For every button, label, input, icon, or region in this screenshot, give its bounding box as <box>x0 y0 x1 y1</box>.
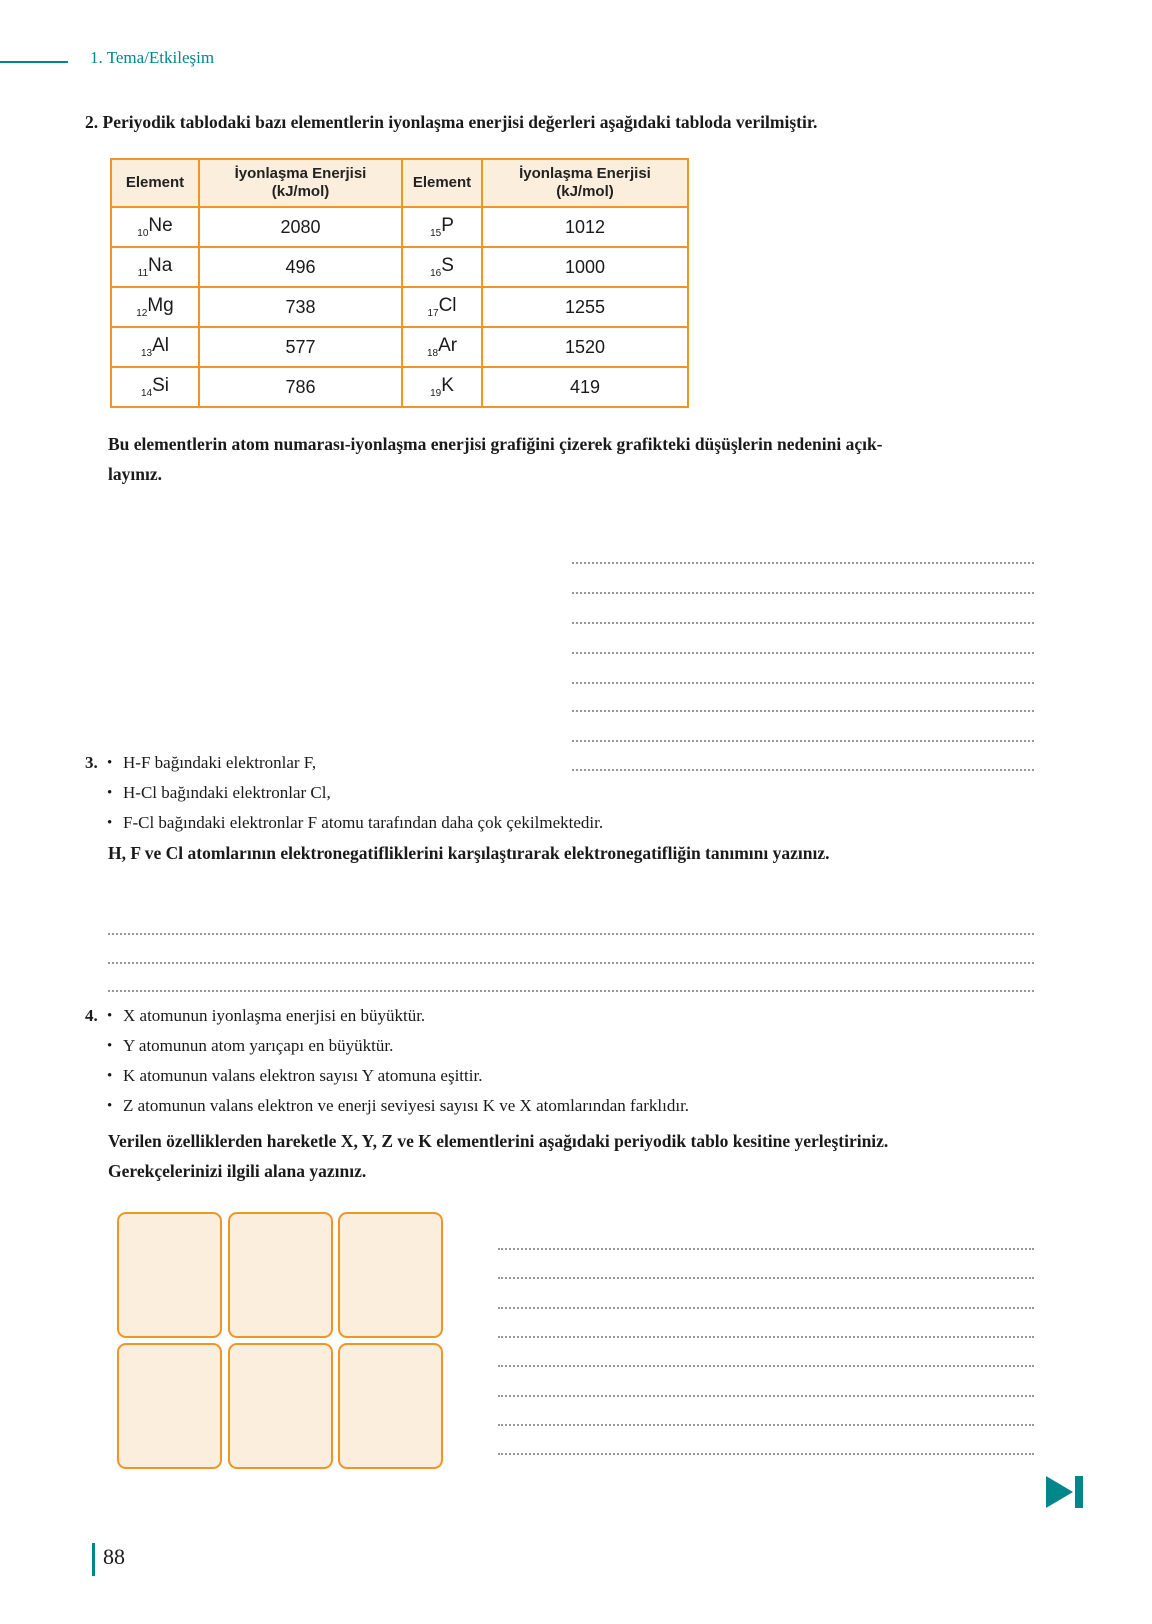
element-symbol: Ar <box>438 335 458 356</box>
answer-line <box>498 1307 1034 1309</box>
bullet-icon: • <box>107 785 113 801</box>
atomic-number: 14 <box>140 388 153 399</box>
page-number-bar <box>92 1543 95 1576</box>
periodic-cell <box>228 1343 333 1469</box>
ie-value-cell: 1012 <box>482 207 688 247</box>
bullet-icon: • <box>107 755 113 771</box>
element-cell <box>402 287 482 327</box>
ie-value-cell: 786 <box>199 367 402 407</box>
answer-line <box>498 1424 1034 1426</box>
bullet-text: F-Cl bağındaki elektronlar F atomu tarafından daha çok çekilmektedir. <box>123 813 604 832</box>
bullet-icon: • <box>107 1038 113 1054</box>
question-3-bullet-3 <box>107 813 603 833</box>
ie-value-cell: 2080 <box>199 207 402 247</box>
element-symbol: P <box>441 215 454 236</box>
atomic-number: 17 <box>427 308 439 319</box>
question-number-text: 4. <box>85 1006 98 1025</box>
question-2-instruction-line2: layınız. <box>108 464 162 484</box>
atomic-number: 11 <box>137 268 149 279</box>
question-2-instruction-line1: Bu elementlerin atom numarası-iyonlaşma enerjisi grafiğini çizerek grafikteki düşüşlerin nedenini açık- <box>108 434 883 454</box>
element-symbol: Na <box>148 255 173 276</box>
table-row <box>111 287 688 327</box>
element-cell <box>111 367 199 407</box>
question-4-number <box>85 1006 98 1026</box>
section-header: 1. Tema/Etkileşim <box>90 48 215 67</box>
element-cell <box>402 247 482 287</box>
table-header-row <box>111 159 688 207</box>
answer-line <box>572 740 1034 742</box>
question-3-number <box>85 753 98 773</box>
ie-value-cell: 1255 <box>482 287 688 327</box>
question-4-bullet-1 <box>107 1006 425 1026</box>
answer-line <box>572 562 1034 564</box>
question-2-prompt <box>85 112 1065 133</box>
column-header-unit: (kJ/mol) <box>271 183 330 200</box>
ie-value-cell: 577 <box>199 327 402 367</box>
answer-line <box>498 1365 1034 1367</box>
question-3-bullet-2 <box>107 783 331 803</box>
atomic-number: 12 <box>136 308 148 319</box>
periodic-cell <box>338 1343 443 1469</box>
atomic-number: 10 <box>137 228 149 239</box>
element-cell <box>111 327 199 367</box>
answer-line <box>498 1248 1034 1250</box>
answer-line <box>498 1336 1034 1338</box>
ie-value-cell: 1520 <box>482 327 688 367</box>
bullet-text: Z atomunun valans elektron ve enerji seviyesi sayısı K ve X atomlarından farklıdır. <box>123 1096 690 1115</box>
element-cell <box>402 207 482 247</box>
question-4-instruction-line1: Verilen özelliklerden hareketle X, Y, Z ve K elementlerini aşağıdaki periyodik tablo kesitine yerleştiriniz. <box>108 1131 889 1151</box>
next-page-icon <box>1046 1476 1086 1508</box>
page-number: 88 <box>103 1544 125 1569</box>
bullet-icon: • <box>107 1008 113 1024</box>
table-row <box>111 247 688 287</box>
element-symbol: Ne <box>148 215 173 236</box>
question-4-bullet-2 <box>107 1036 393 1056</box>
question-3-instruction: H, F ve Cl atomlarının elektronegatifliklerini karşılaştırarak elektronegatifliğin tanımını yazınız. <box>108 843 830 863</box>
ie-value-cell: 496 <box>199 247 402 287</box>
element-symbol: Si <box>152 375 170 396</box>
bullet-icon: • <box>107 815 113 831</box>
column-header-ie-2 <box>482 159 688 207</box>
ionization-energy-table <box>110 158 689 408</box>
answer-line <box>108 990 1034 992</box>
table-row <box>111 367 688 407</box>
periodic-cell <box>117 1212 222 1338</box>
column-header-label: İyonlaşma Enerjisi <box>519 165 651 182</box>
element-symbol: Cl <box>438 295 457 316</box>
element-symbol: S <box>441 255 454 276</box>
element-cell <box>402 367 482 407</box>
question-4-bullet-4 <box>107 1096 689 1116</box>
column-header-element-1 <box>111 159 199 207</box>
column-header-label: İyonlaşma Enerjisi <box>234 165 367 182</box>
bullet-icon: • <box>107 1098 113 1114</box>
column-header-element-2 <box>402 159 482 207</box>
question-2-text: Periyodik tablodaki bazı elementlerin iyonlaşma enerjisi değerleri aşağıdaki tabloda verilmiştir. <box>102 112 818 132</box>
answer-line <box>498 1277 1034 1279</box>
answer-line <box>572 592 1034 594</box>
periodic-cell <box>117 1343 222 1469</box>
atomic-number: 16 <box>430 268 442 279</box>
column-header-ie-1 <box>199 159 402 207</box>
bullet-icon: • <box>107 1068 113 1084</box>
ie-value-cell: 738 <box>199 287 402 327</box>
question-4-bullet-3 <box>107 1066 482 1086</box>
atomic-number: 18 <box>426 348 439 359</box>
element-cell <box>111 287 199 327</box>
answer-line <box>572 769 1034 771</box>
question-number-text: 3. <box>85 753 98 772</box>
answer-line <box>498 1453 1034 1455</box>
answer-line <box>498 1395 1034 1397</box>
answer-line <box>108 962 1034 964</box>
table-row <box>111 207 688 247</box>
element-symbol: Mg <box>147 295 174 316</box>
ie-value-cell: 1000 <box>482 247 688 287</box>
bullet-text: K atomunun valans elektron sayısı Y atomuna eşittir. <box>123 1066 483 1085</box>
bullet-text: H-F bağındaki elektronlar F, <box>123 753 317 772</box>
column-header-label: Element <box>412 174 472 191</box>
atomic-number: 19 <box>430 388 442 399</box>
answer-line <box>108 933 1034 935</box>
question-4-instruction-line2: Gerekçelerinizi ilgili alana yazınız. <box>108 1161 367 1181</box>
bullet-text: H-Cl bağındaki elektronlar Cl, <box>123 783 331 802</box>
column-header-label: Element <box>125 174 185 191</box>
bullet-text: X atomunun iyonlaşma enerjisi en büyüktür. <box>123 1006 426 1025</box>
answer-line <box>572 652 1034 654</box>
answer-line <box>572 710 1034 712</box>
column-header-unit: (kJ/mol) <box>556 183 614 200</box>
answer-line <box>572 622 1034 624</box>
periodic-cell <box>338 1212 443 1338</box>
periodic-cell <box>228 1212 333 1338</box>
answer-line <box>572 682 1034 684</box>
element-cell <box>111 207 199 247</box>
atomic-number: 15 <box>430 228 442 239</box>
atomic-number: 13 <box>140 348 153 359</box>
element-cell <box>111 247 199 287</box>
element-symbol: K <box>441 375 454 396</box>
table-row <box>111 327 688 367</box>
element-cell <box>402 327 482 367</box>
element-symbol: Al <box>152 335 170 356</box>
ie-value-cell: 419 <box>482 367 688 407</box>
header-rule-line <box>0 61 68 63</box>
question-3-bullet-1 <box>107 753 316 773</box>
question-2-number: 2. <box>85 112 99 132</box>
bullet-text: Y atomunun atom yarıçapı en büyüktür. <box>123 1036 394 1055</box>
